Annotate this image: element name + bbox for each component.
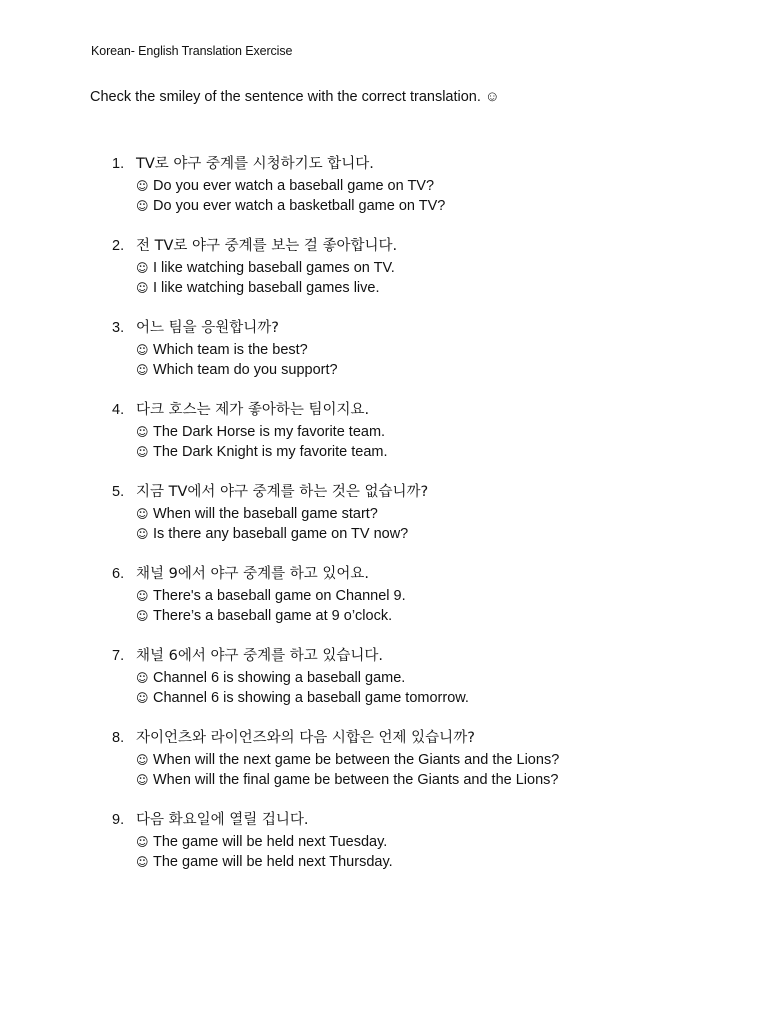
option-text: The Dark Horse is my favorite team. [153,424,386,440]
question-number: 1. [112,156,125,172]
question-number: 4. [112,402,125,418]
smiley-icon[interactable]: ☺ [136,835,149,849]
korean-sentence: 채널 6에서 야구 중계를 하고 있습니다. [136,648,383,664]
korean-sentence: 지금 TV에서 야구 중계를 하는 것은 없습니까? [136,484,429,500]
korean-sentence: 다음 화요일에 열릴 겁니다. [136,812,309,828]
question-item [0,646,768,728]
answer-option [136,524,408,544]
question-number: 7. [112,648,125,664]
question-item [0,564,768,646]
instructions-text: Check the smiley of the sentence with the correct translation. ☺ [90,89,500,105]
smiley-icon[interactable]: ☺ [136,281,149,295]
korean-sentence: 다크 호스는 제가 좋아하는 팀이지요. [136,402,370,418]
question-item [0,482,768,564]
smiley-icon[interactable]: ☺ [136,609,149,623]
question-number: 8. [112,730,125,746]
smiley-icon[interactable]: ☺ [136,589,149,603]
korean-sentence: 채널 9에서 야구 중계를 하고 있어요. [136,566,369,582]
answer-option [136,340,308,360]
smiley-icon[interactable]: ☺ [136,773,149,787]
option-text: There’s a baseball game at 9 o’clock. [153,608,393,624]
smiley-icon[interactable]: ☺ [136,343,149,357]
smiley-icon[interactable]: ☺ [136,425,149,439]
smiley-icon[interactable]: ☺ [136,445,149,459]
option-text: The game will be held next Thursday. [153,854,393,870]
option-text: When will the final game be between the Giants and the Lions? [153,772,559,788]
answer-option [136,442,388,462]
answer-option [136,688,469,708]
answer-option [136,668,405,688]
answer-option [136,606,392,626]
smiley-icon[interactable]: ☺ [136,855,149,869]
option-text: There's a baseball game on Channel 9. [153,588,406,604]
question-number: 2. [112,238,125,254]
smiley-icon[interactable]: ☺ [136,507,149,521]
question-item [0,728,768,810]
answer-option [136,770,558,790]
smiley-icon[interactable]: ☺ [136,199,149,213]
korean-sentence: 어느 팀을 응원합니까? [136,320,279,336]
answer-option [136,852,393,872]
answer-option [136,750,559,770]
question-item [0,236,768,318]
smiley-icon[interactable]: ☺ [136,527,149,541]
question-number: 9. [112,812,125,828]
smiley-icon[interactable]: ☺ [136,363,149,377]
option-text: Is there any baseball game on TV now? [153,526,409,542]
smiley-icon[interactable]: ☺ [136,753,149,767]
option-text: Do you ever watch a baseball game on TV? [153,178,435,194]
answer-option [136,176,434,196]
document-heading: Korean- English Translation Exercise [91,44,293,58]
question-number: 6. [112,566,125,582]
smiley-icon[interactable]: ☺ [136,261,149,275]
korean-sentence: 자이언츠와 라이언즈와의 다음 시합은 언제 있습니까? [136,730,475,746]
answer-option [136,832,387,852]
question-item [0,154,768,236]
question-number: 3. [112,320,125,336]
korean-sentence: 전 TV로 야구 중계를 보는 걸 좋아합니다. [136,238,398,254]
question-item [0,318,768,400]
option-text: Do you ever watch a basketball game on TV? [153,198,446,214]
option-text: The game will be held next Tuesday. [153,834,388,850]
answer-option [136,586,406,606]
option-text: Channel 6 is showing a baseball game tomorrow. [153,690,469,706]
answer-option [136,422,385,442]
question-item [0,400,768,482]
answer-option [136,504,378,524]
answer-option [136,258,395,278]
question-item [0,810,768,892]
option-text: Channel 6 is showing a baseball game. [153,670,406,686]
option-text: Which team do you support? [153,362,338,378]
smiley-icon[interactable]: ☺ [136,691,149,705]
option-text: When will the baseball game start? [153,506,378,522]
option-text: When will the next game be between the Giants and the Lions? [153,752,560,768]
option-text: The Dark Knight is my favorite team. [153,444,388,460]
option-text: I like watching baseball games on TV. [153,260,395,276]
answer-option [136,360,338,380]
option-text: I like watching baseball games live. [153,280,380,296]
answer-option [136,278,379,298]
option-text: Which team is the best? [153,342,308,358]
answer-option [136,196,445,216]
smiley-icon[interactable]: ☺ [136,179,149,193]
smiley-icon[interactable]: ☺ [136,671,149,685]
question-list [0,154,768,892]
question-number: 5. [112,484,125,500]
korean-sentence: TV로 야구 중계를 시청하기도 합니다. [136,156,374,172]
